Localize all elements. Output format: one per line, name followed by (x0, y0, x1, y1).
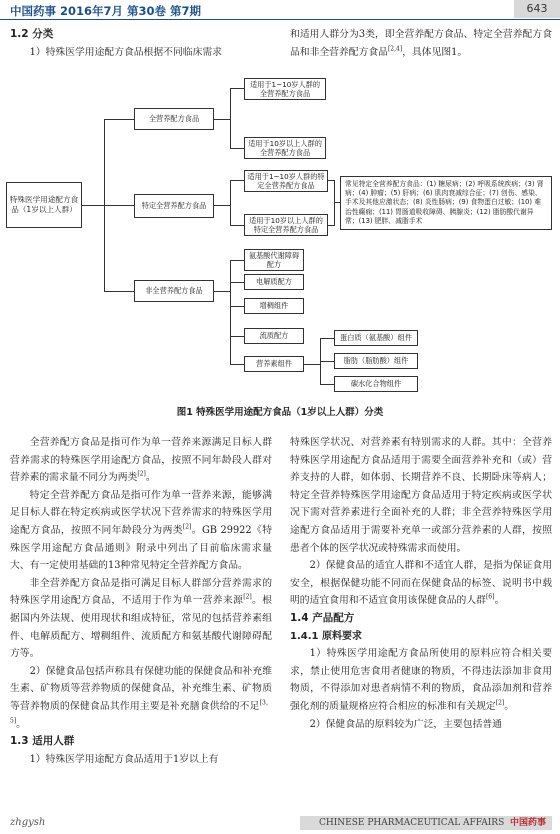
text-span: 和适用人群分为3类，即全营养配方食品、特定全营养配方食品和非全营养配方食品 (290, 29, 552, 58)
text-span: 。根据国内外法规、使用现状和组成特征，常见的包括营养素组件、电解质配方、增稠组件、流质配方和氨基酸代谢障碍配方等。 (10, 595, 273, 660)
paragraph-raw-material (290, 645, 552, 715)
node-complete-10-plus: 适用于10岁以上人群的全营养配方食品 (244, 137, 326, 159)
journal-info: 中国药事 2016年7月 第30卷 第7期 (10, 4, 202, 18)
paragraph-classification: 1）特殊医学用途配方食品根据不同临床需求 (29, 46, 222, 58)
citation: [2] (182, 523, 192, 531)
text-span: 特定全营养配方食品是指可作为单一营养来源，能够满足目标人群在特定疾病或医学状况下营养需求的特殊医学用途配方食品，按照不同年龄段分为两类 (10, 489, 272, 536)
connector (214, 119, 230, 120)
connector (320, 384, 334, 385)
connector (104, 205, 134, 206)
connector (230, 88, 244, 89)
paragraph-health-food (10, 663, 272, 733)
paragraph-target-population-cont: 特殊医学状况、对营养素有特别需求的人群。其中：全营养特殊医学用途配方食品适用于需要全面营养补充和（或）营养支持的人群，如体弱、长期营养不良、长期卧床等病人；特定全营养特殊医学用途配方食品适用于特定疾病或医学状况下需对营养素进行全面补充的人群；非全营养特殊医学用途配方食品适用于需要补充单一或部分营养素的人群，按照患者个体的医学状况或特殊需求而使用。 (290, 437, 552, 554)
text-span: 非全营养配方食品是指可满足目标人群部分营养需求的特殊医学用途配方食品，不适用于作为单一营养来源 (10, 577, 272, 607)
node-protein-module: 蛋白质（氨基酸）组件 (334, 330, 418, 346)
connector (82, 205, 104, 206)
connector (320, 338, 334, 339)
node-thickener-module: 增稠组件 (244, 298, 304, 314)
footer-band (300, 816, 552, 830)
connector (230, 88, 231, 148)
text-span: 。 (494, 595, 505, 607)
page-number: 643 (514, 0, 560, 18)
node-specific-formula: 特定全营养配方食品 (134, 194, 214, 218)
node-specific-1-10: 适用于1~10岁人群的特定全营养配方食品 (244, 170, 328, 192)
page-footer (0, 813, 560, 834)
paragraph-health-food-population (290, 557, 552, 610)
connector (334, 180, 335, 226)
connector (230, 180, 244, 181)
connector (230, 306, 244, 307)
section-heading-1-2: 1.2 分类 (10, 28, 54, 40)
connector (230, 364, 244, 365)
node-complete-1-10: 适用于1~10岁人群的全营养配方食品 (244, 78, 326, 100)
specific-formula-note: 常见特定全营养配方食品：(1) 糖尿病；(2) 呼吸系统疾病；(3) 肾病；(4) 肿瘤；(5) 肝病；(6) 肌肉衰减综合征；(7) 创伤、感染、手术及其他应激状态；(8) 炎性肠病；(9) 食物蛋白过敏；(10) 难治性癫痫；(11) 胃肠道吸收障碍、胰腺炎；(12) 脂肪酸代谢异常；(13) 肥胖、减脂手术 (340, 176, 552, 230)
connector (230, 180, 231, 225)
left-column (10, 434, 272, 768)
node-specific-10-plus: 适用于10岁以上人群的特定全营养配方食品 (244, 214, 328, 236)
connector (230, 282, 244, 283)
text-span: 2）保健食品的适宜人群和不适宜人群，是指为保证食用安全，根据保健功能不同而在保健食品的标签、说明书中载明的适宜食用和不适宜食用该保健食品的人群 (290, 560, 552, 607)
node-complete-formula: 全营养配方食品 (134, 108, 214, 130)
right-column (290, 434, 552, 733)
node-electrolyte-formula: 电解质配方 (244, 274, 304, 290)
citation: [3，5] (10, 699, 272, 725)
connector (304, 364, 320, 365)
section-heading-1-3: 1.3 适用人群 (10, 735, 75, 748)
text-span: ，具体见图1。 (402, 46, 468, 58)
node-nutrient-module: 营养素组件 (244, 356, 304, 372)
text-span: 1）特殊医学用途配方食品所使用的原料应符合相关要求，禁止使用危害食用者健康的物质，不得违法添加非食用物质，不得添加对患者病情不利的物质，食品添加剂和营养强化剂的质量规格应符合相应的标准和有关规定 (290, 648, 552, 712)
paragraph-specific-formula (10, 487, 272, 575)
paragraph-incomplete-formula (10, 575, 272, 663)
page-header (0, 0, 560, 22)
connector (214, 291, 230, 292)
citation: [2,4] (387, 45, 403, 53)
paragraph-complete-formula (10, 434, 272, 487)
citation: [2] (495, 699, 505, 707)
node-fat-module: 脂肪（脂肪酸）组件 (334, 353, 418, 369)
node-incomplete-formula: 非全营养配方食品 (134, 280, 214, 302)
paragraph-target-population: 1）特殊医学用途配方食品适用于1岁以上有 (29, 753, 219, 765)
citation: [2] (243, 594, 252, 602)
connector (230, 225, 244, 226)
paragraph-classification-cont (290, 26, 552, 61)
connector (230, 260, 231, 364)
text-span: 2）保健食品包括声称具有保健功能的保健食品和补充维生素、矿物质等营养物质的保健食品，补充维生素、矿物质等营养物质的保健食品其作用主要是补充膳食供给的不足 (10, 665, 272, 712)
connector (230, 260, 244, 261)
node-amino-acid-formula: 氨基酸代谢障碍配方 (244, 249, 304, 271)
footer-left-text: zhgysh (10, 817, 46, 828)
connector (104, 291, 134, 292)
root-node: 特殊医学用途配方食品（1岁以上人群） (6, 182, 82, 228)
header-rule (0, 19, 560, 20)
text-span: 。 (504, 700, 515, 712)
connector (230, 148, 244, 149)
node-carbohydrate-module: 碳水化合物组件 (334, 376, 418, 392)
section-heading-1-4: 1.4 产品配方 (290, 611, 355, 624)
top-left-column (10, 26, 272, 61)
section-heading-1-4-1: 1.4.1 原料要求 (290, 630, 362, 642)
text-span: 。 (16, 718, 26, 730)
connector (230, 336, 244, 337)
text-span: 全营养配方食品是指可作为单一营养来源满足目标人群营养需求的特殊医学用途配方食品，按照不同年龄段人群对营养素的需求量不同分为两类 (10, 437, 272, 484)
citation: [6] (485, 594, 495, 602)
connector (214, 205, 230, 206)
paragraph-health-food-material: 2）保健食品的原料较为广泛，主要包括普通 (309, 718, 502, 730)
text-span: 。 (145, 472, 156, 484)
journal-logo: 中国药事 (509, 818, 546, 828)
citation: [2] (137, 470, 146, 478)
classification-diagram (0, 76, 560, 398)
text-span: 。GB 29922《特殊医学用途配方食品通则》附录中列出了目前临床需求量大、有一定使用基础的13种常见特定全营养配方食品。 (10, 524, 272, 572)
footer-journal-name: CHINESE PHARMACEUTICAL AFFAIRS (318, 818, 505, 828)
connector (104, 119, 134, 120)
figure-caption: 图1 特殊医学用途配方食品（1岁以上人群）分类 (176, 407, 384, 418)
connector (320, 361, 334, 362)
top-right-column (290, 26, 552, 61)
node-liquid-formula: 流质配方 (244, 328, 304, 344)
